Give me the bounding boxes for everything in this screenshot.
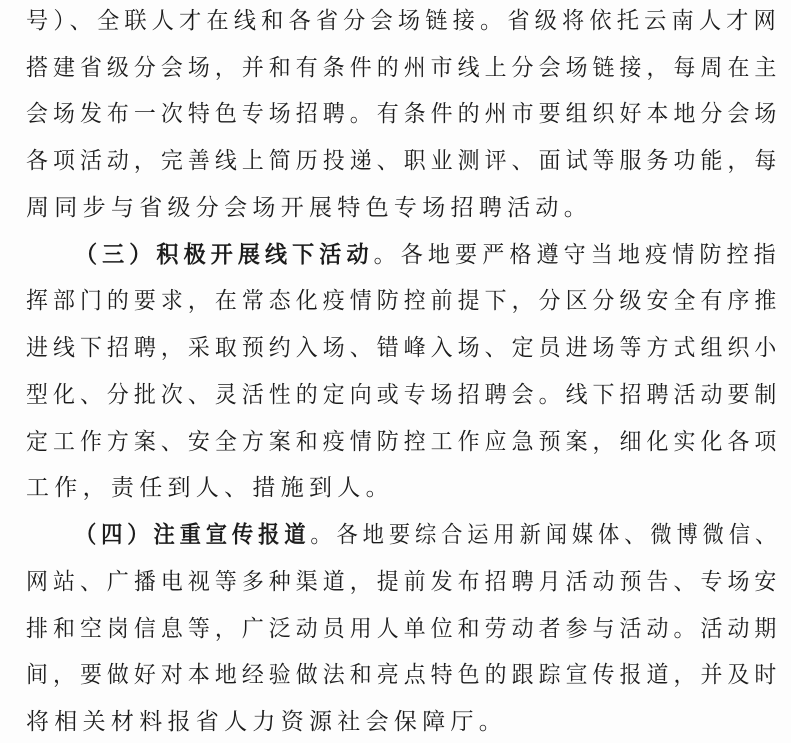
paragraph-first-line <box>75 518 781 552</box>
text-line: 工作，责任到人、措施到人。 <box>26 475 394 501</box>
text-line: 进线下招聘，采取预约入场、错峰入场、定员进场等方式组织小 <box>26 335 782 361</box>
text-line: 会场发布一次特色专场招聘。有条件的州市要组织好本地分会场 <box>26 101 782 127</box>
text-run: 。各地要综合运用新闻媒体、微博微信、 <box>310 522 782 548</box>
text-line: 排和空岗信息等，广泛动员用人单位和劳动者参与活动。活动期 <box>26 616 782 642</box>
text-line: 周同步与省级分会场开展特色专场招聘活动。 <box>26 195 592 221</box>
text-line: 搭建省级分会场，并和有条件的州市线上分会场链接，每周在主 <box>26 55 782 81</box>
text-line: 定工作方案、安全方案和疫情防控工作应急预案，细化实化各项 <box>26 429 782 455</box>
section-heading: （四）注重宣传报道 <box>75 521 311 548</box>
text-run: 。各地要严格遵守当地疫情防控指 <box>373 242 781 268</box>
section-heading: （三）积极开展线下活动 <box>75 241 374 268</box>
text-line: 间，要做好对本地经验做法和亮点特色的跟踪宣传报道，并及时 <box>26 662 782 688</box>
text-line: 型化、分批次、灵活性的定向或专场招聘会。线下招聘活动要制 <box>26 382 782 408</box>
text-line: 挥部门的要求，在常态化疫情防控前提下，分区分级安全有序推 <box>26 288 782 314</box>
text-line: 各项活动，完善线上简历投递、职业测评、面试等服务功能，每 <box>26 148 782 174</box>
paragraph-first-line <box>75 238 781 272</box>
text-line: 号）、全联人才在线和各省分会场链接。省级将依托云南人才网 <box>26 8 781 34</box>
text-line: 将相关材料报省人力资源社会保障厅。 <box>26 709 508 735</box>
text-line: 网站、广播电视等多种渠道，提前发布招聘月活动预告、专场安 <box>26 569 782 595</box>
